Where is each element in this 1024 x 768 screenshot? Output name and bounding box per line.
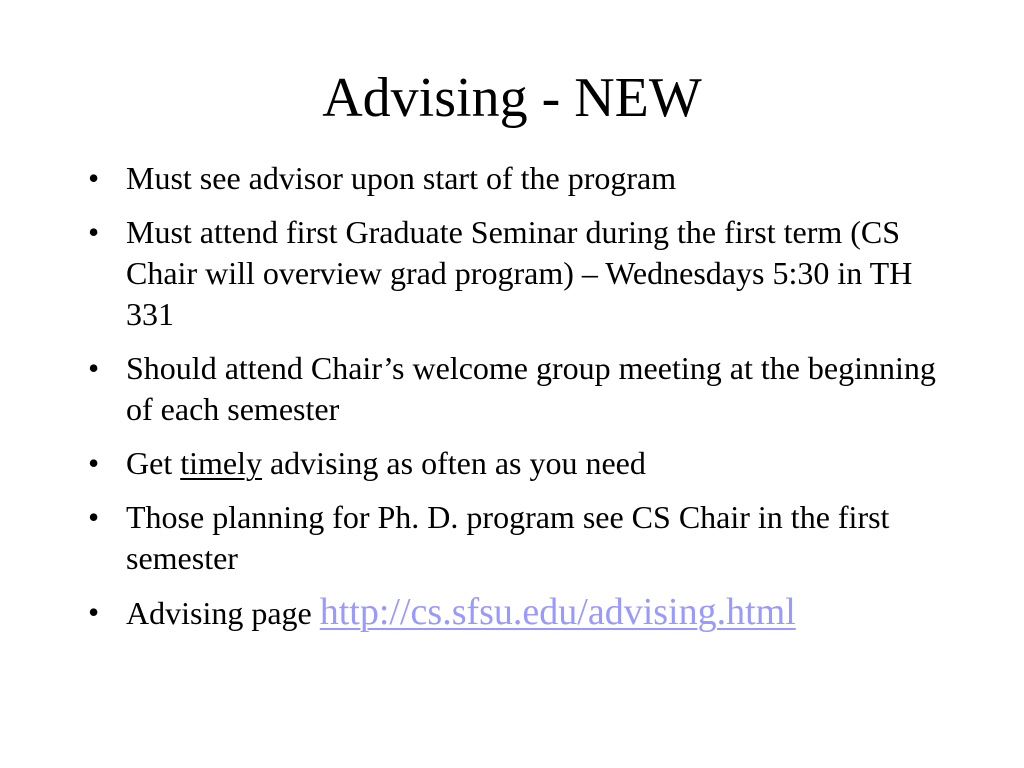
bullet-text: Should attend Chair’s welcome group meeting at the beginning of each semester	[126, 350, 936, 427]
bullet-icon: •	[88, 594, 100, 630]
bullet-text: Those planning for Ph. D. program see CS Chair in the first semester	[126, 499, 890, 576]
bullet-text: Must attend first Graduate Seminar during the first term (CS Chair will overview grad program) – Wednesdays 5:30 in TH 331	[126, 214, 913, 332]
slide-title: Advising - NEW	[322, 67, 702, 129]
list-item	[84, 497, 954, 579]
list-item	[84, 348, 954, 430]
list-item	[84, 443, 954, 484]
bullet-list	[84, 158, 954, 647]
bullet-icon: •	[88, 160, 100, 196]
bullet-text-prefix: Advising page	[126, 595, 320, 631]
bullet-text-prefix: Get	[126, 445, 181, 481]
list-item	[84, 212, 954, 335]
bullet-icon: •	[88, 499, 100, 535]
underlined-emphasis: timely	[180, 445, 262, 481]
bullet-icon: •	[88, 350, 100, 386]
bullet-text: Must see advisor upon start of the program	[126, 160, 677, 196]
advising-page-link[interactable]: http://cs.sfsu.edu/advising.html	[319, 591, 796, 633]
list-item	[84, 592, 954, 634]
list-item	[84, 158, 954, 199]
bullet-icon: •	[88, 214, 100, 250]
bullet-icon: •	[88, 445, 100, 481]
bullet-text-suffix: advising as often as you need	[261, 445, 646, 481]
